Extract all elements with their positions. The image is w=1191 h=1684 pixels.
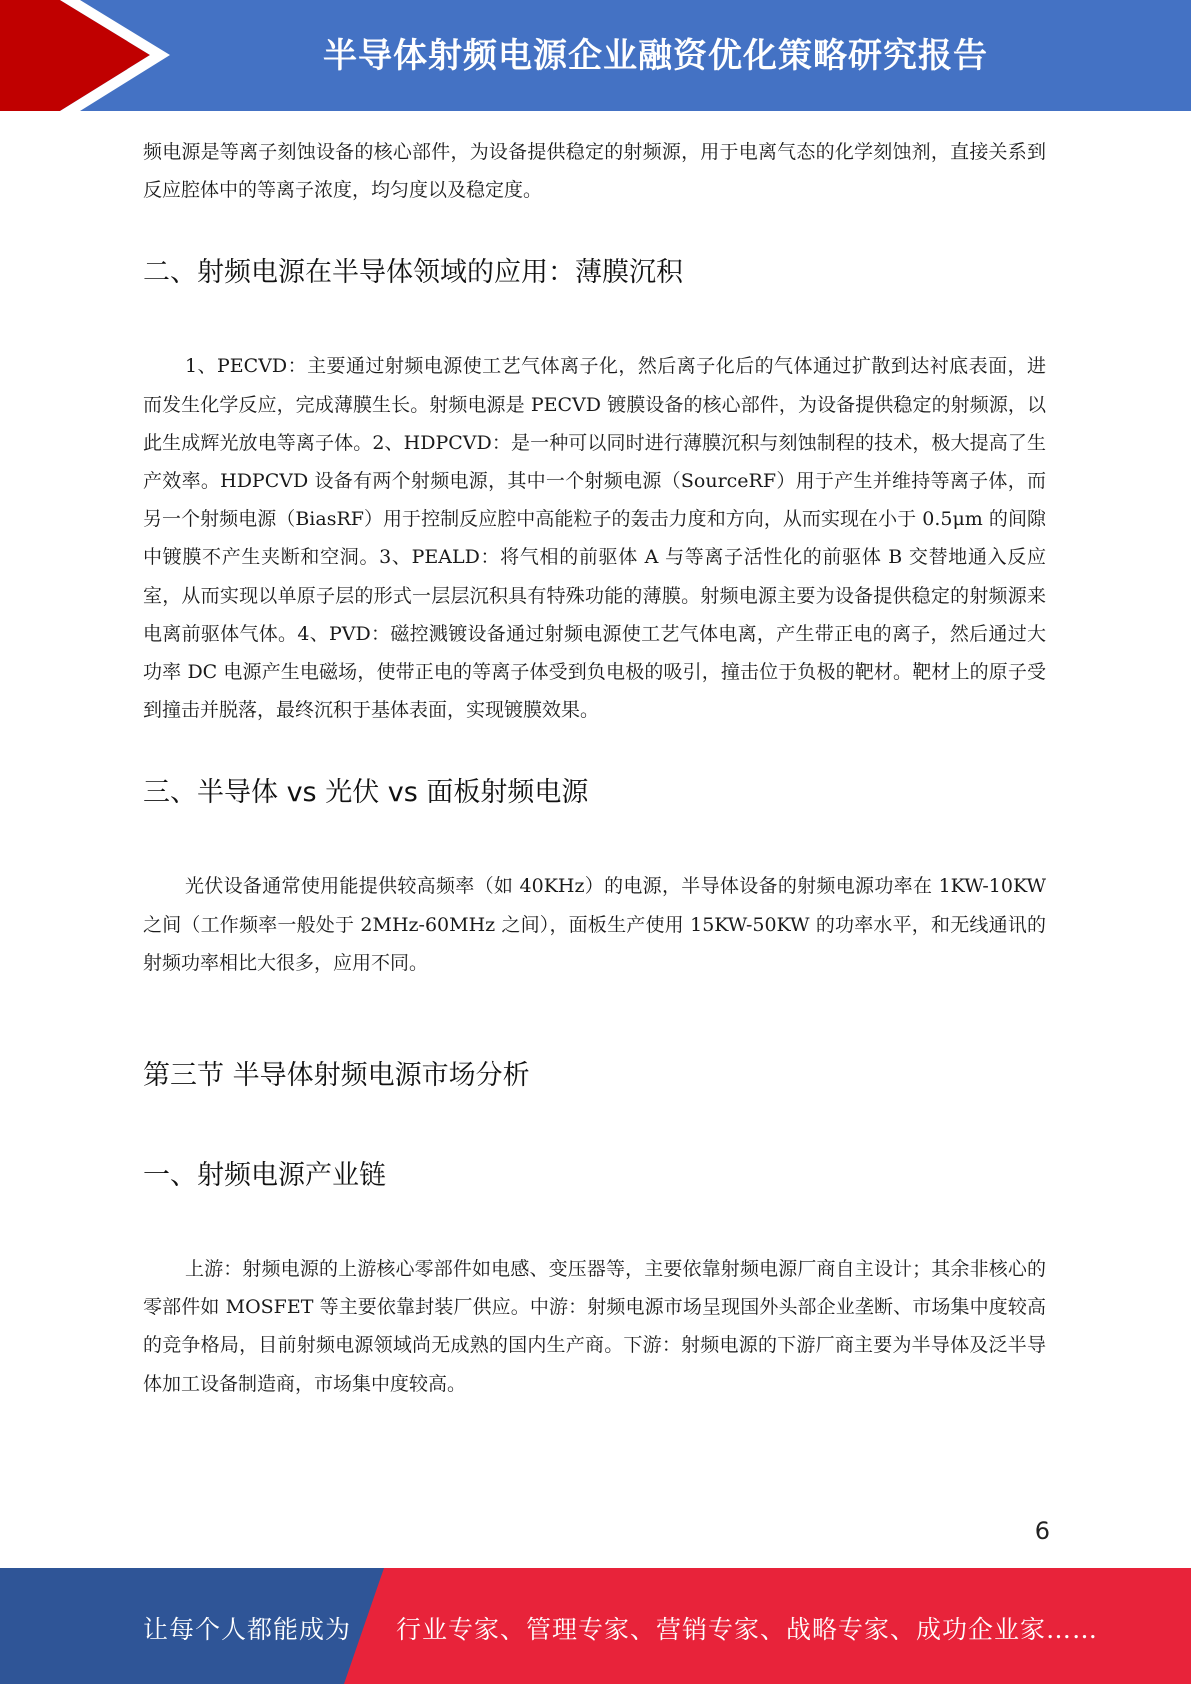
intro-paragraph: 频电源是等离子刻蚀设备的核心部件，为设备提供稳定的射频源，用于电离气态的化学刻蚀剂，直接关系到反应腔体中的等离子浓度，均匀度以及稳定度。 [143,141,1046,202]
heading-thin-film-deposition: 二、射频电源在半导体领域的应用：薄膜沉积 [143,257,683,289]
footer-slogan-left: 让每个人都能成为 [143,1615,352,1644]
deposition-paragraph: 1、PECVD：主要通过射频电源使工艺气体离子化，然后离子化后的气体通过扩散到达衬底表面，进而发生化学反应，完成薄膜生长。射频电源是 PECVD 镀膜设备的核心部件，为设备提供稳定的射频源，以此生成辉光放电等离子体。2、HDPCVD：是一种可以同时进行薄膜沉积与刻蚀制程的技术，极大提高了生产效率。HDPCVD 设备有两个射频电源，其中一个射频电源（SourceRF）用于产生并维持等离子体，而另一个射频电源（BiasRF）用于控制反应腔中高能粒子的轰击力度和方向，从而实现在小于 0.5μm 的间隙中镀膜不产生夹断和空洞。3、PEALD：将气相的前驱体 A 与等离子活性化的前驱体 B 交替地通入反应室，从而实现以单原子层的形式一层层沉积具有特殊功能的薄膜。射频电源主要为设备提供稳定的射频源来电离前驱体气体。4、PVD：磁控溅镀设备通过射频电源使工艺气体电离，产生带正电的离子，然后通过大功率 DC 电源产生电磁场，使带正电的等离子体受到负电极的吸引，撞击位于负极的靶材。靶材上的原子受到撞击并脱落，最终沉积于基体表面，实现镀膜效果。 [143,355,1046,722]
page-footer [0,1568,1191,1684]
heading-industry-chain: 一、射频电源产业链 [143,1160,386,1192]
page-number: 6 [1034,1517,1050,1545]
industry-chain-paragraph: 上游：射频电源的上游核心零部件如电感、变压器等，主要依靠射频电源厂商自主设计；其余非核心的零部件如 MOSFET 等主要依靠封装厂供应。中游：射频电源市场呈现国外头部企业垄断、市场集中度较高的竞争格局，目前射频电源领域尚无成熟的国内生产商。下游：射频电源的下游厂商主要为半导体及泛半导体加工设备制造商，市场集中度较高。 [143,1258,1046,1395]
heading-comparison: 三、半导体 vs 光伏 vs 面板射频电源 [143,777,589,809]
section-title: 第三节 半导体射频电源市场分析 [143,1060,530,1092]
page-header [0,0,1191,111]
comparison-paragraph: 光伏设备通常使用能提供较高频率（如 40KHz）的电源，半导体设备的射频电源功率在 1KW-10KW 之间（工作频率一般处于 2MHz-60MHz 之间），面板生产使用 15KW-50KW 的功率水平，和无线通讯的射频功率相比大很多，应用不同。 [143,875,1046,974]
page-content [143,133,1046,1403]
footer-slogan-right: 行业专家、管理专家、营销专家、战略专家、成功企业家…… [396,1615,1099,1644]
report-title: 半导体射频电源企业融资优化策略研究报告 [323,36,988,76]
